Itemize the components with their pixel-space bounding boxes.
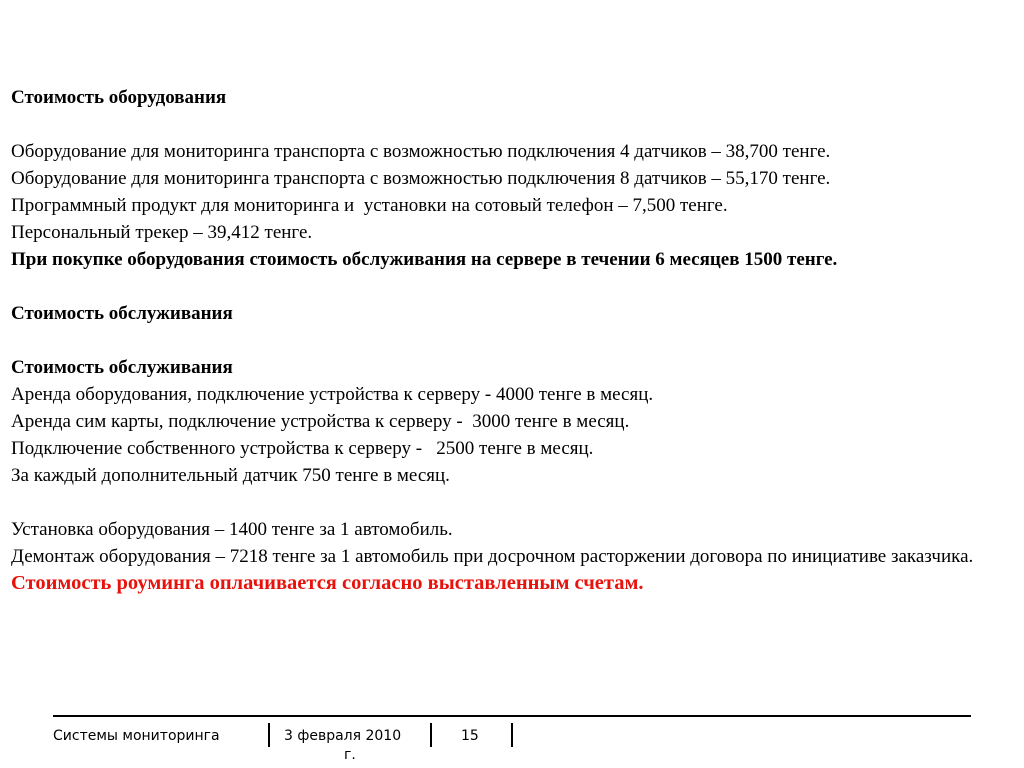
- extra-sensor-item: За каждый дополнительный датчик 750 тенге в месяц.: [11, 465, 450, 486]
- own-device-item: Подключение собственного устройства к серверу - 2500 тенге в месяц.: [11, 438, 594, 459]
- spacer: [11, 273, 1016, 300]
- footer-divider: [53, 715, 971, 717]
- service-cost-subheading: Стоимость обслуживания: [11, 357, 233, 378]
- spacer: [11, 489, 1016, 516]
- roaming-cost-note: Стоимость роуминга оплачивается согласно выставленным счетам.: [11, 572, 644, 594]
- equipment-rental-item: Аренда оборудования, подключение устройства к серверу - 4000 тенге в месяц.: [11, 384, 654, 405]
- footer-date-line1: 3 февраля 2010: [284, 728, 402, 744]
- sim-rental-item: Аренда сим карты, подключение устройства к серверу - 3000 тенге в месяц.: [11, 411, 630, 432]
- spacer: [11, 111, 1016, 138]
- footer-date: [284, 727, 401, 765]
- slide-body: [11, 84, 1016, 597]
- server-service-note: При покупке оборудования стоимость обслуживания на сервере в течении 6 месяцев 1500 тенге.: [11, 249, 838, 270]
- footer-separator: [268, 723, 270, 747]
- service-cost-heading: Стоимость обслуживания: [11, 303, 233, 324]
- footer-page-number: 15: [461, 728, 479, 744]
- software-product-item: Программный продукт для мониторинга и установки на сотовый телефон – 7,500 тенге.: [11, 195, 728, 216]
- footer-date-line2: г.: [344, 747, 356, 763]
- equipment-item-8-sensors: Оборудование для мониторинга транспорта с возможностью подключения 8 датчиков – 55,170 тенге.: [11, 168, 831, 189]
- footer-separator: [511, 723, 513, 747]
- equipment-cost-heading: Стоимость оборудования: [11, 87, 227, 108]
- spacer: [11, 327, 1016, 354]
- dismantling-item: Демонтаж оборудования – 7218 тенге за 1 автомобиль при досрочном расторжении договора по инициативе заказчика.: [11, 546, 974, 567]
- installation-item: Установка оборудования – 1400 тенге за 1 автомобиль.: [11, 519, 453, 540]
- personal-tracker-item: Персональный трекер – 39,412 тенге.: [11, 222, 313, 243]
- footer-title: Системы мониторинга: [53, 728, 220, 744]
- footer-separator: [430, 723, 432, 747]
- equipment-item-4-sensors: Оборудование для мониторинга транспорта с возможностью подключения 4 датчиков – 38,700 тенге.: [11, 141, 831, 162]
